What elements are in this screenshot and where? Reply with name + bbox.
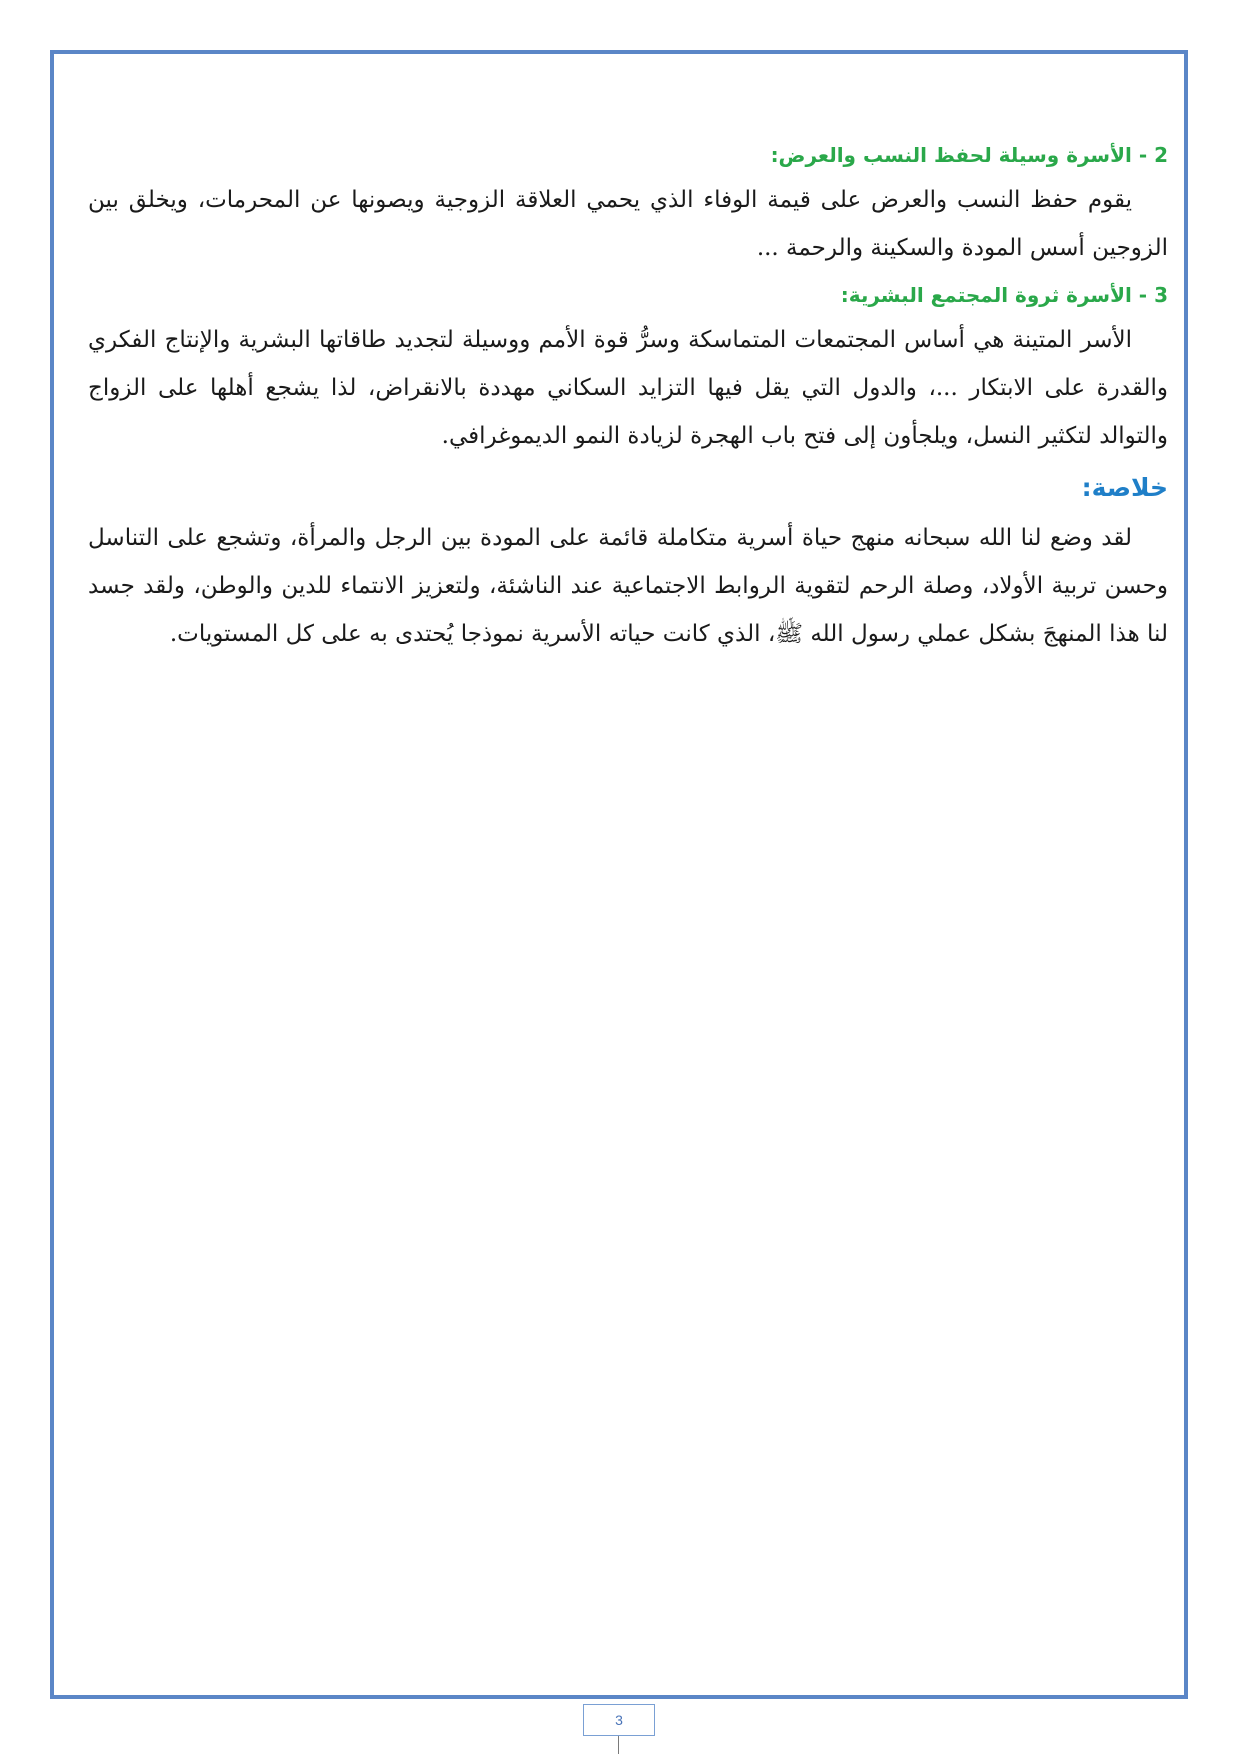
section-paragraph-human-wealth: الأسر المتينة هي أساس المجتمعات المتماسكة وسرُّ قوة الأمم ووسيلة لتجديد طاقاتها البشرية والإنتاج الفكري والقدرة على الابتكار ...، والدول التي يقل فيها التزايد السكاني مهددة بالانقراض، لذا يشجع أهلها على الزواج والتوالد لتكثير النسل، ويلجأون إلى فتح باب الهجرة لزيادة النمو الديموغرافي. [88,327,1168,449]
section-heading-lineage: 2 - الأسرة وسيلة لحفظ النسب والعرض: [770,143,1168,167]
summary-paragraph: لقد وضع لنا الله سبحانه منهج حياة أسرية متكاملة قائمة على المودة بين الرجل والمرأة، وتشجع على التناسل وحسن تربية الأولاد، وصلة الرحم لتقوية الروابط الاجتماعية عند الناشئة، ولتعزيز الانتماء للدين والوطن، ولقد جسد لنا هذا المنهجَ بشكل عملي رسول الله ﷺ، الذي كانت حياته الأسرية نموذجا يُحتدى به على كل المستويات. [88,525,1168,647]
section-heading-human-wealth: 3 - الأسرة ثروة المجتمع البشرية: [840,283,1168,307]
section-paragraph-lineage: يقوم حفظ النسب والعرض على قيمة الوفاء الذي يحمي العلاقة الزوجية ويصونها عن المحرمات، ويخلق بين الزوجين أسس المودة والسكينة والرحمة ... [88,187,1168,261]
summary-heading: خلاصة: [1081,473,1168,502]
document-body [88,138,1168,664]
page-number: 3 [583,1704,655,1736]
page-number-tick [618,1736,619,1754]
